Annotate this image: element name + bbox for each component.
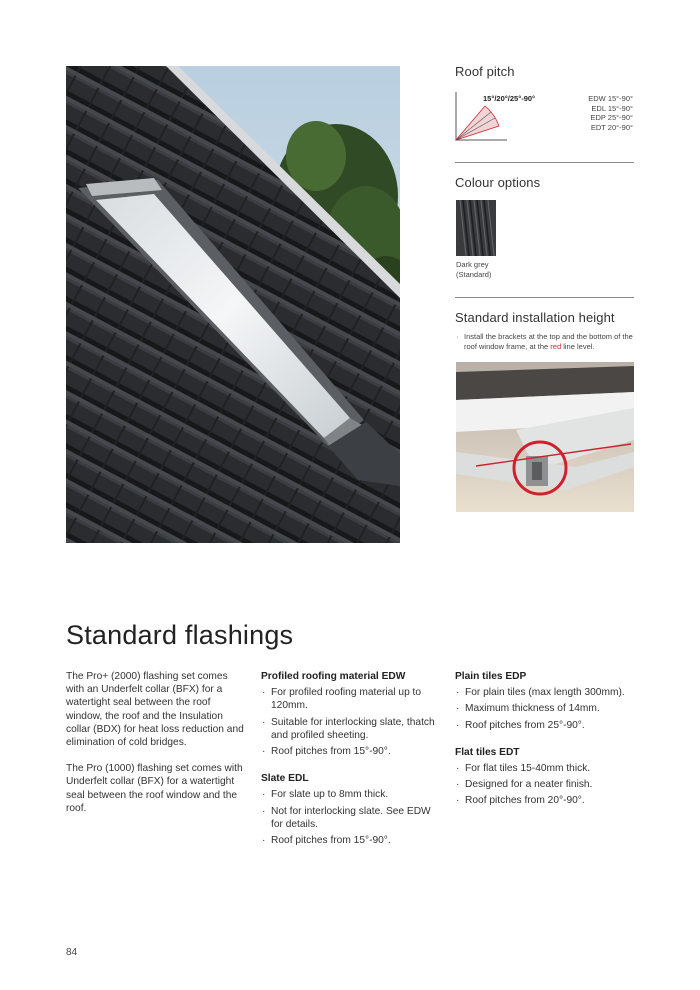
swatch-label	[456, 260, 536, 279]
roof-pitch-diagram	[455, 90, 635, 142]
instruction-text: Install the brackets at the top and the bottom of the roof window frame, at the	[464, 332, 633, 351]
intro-paragraph: The Pro (1000) flashing set comes with Underfelt collar (BFX) for a watertight seal between the roof window and the roof.	[66, 763, 243, 814]
roof-pitch-title: Roof pitch	[455, 64, 515, 79]
section-title-edt: Flat tiles EDT	[455, 746, 520, 758]
colour-swatch-dark-grey	[456, 200, 496, 256]
divider	[455, 162, 634, 163]
list-item: · Roof pitches from 15°-90°.	[261, 834, 436, 847]
list-item: · Designed for a neater finish.	[455, 778, 635, 791]
list-item: · Not for interlocking slate. See EDW for details.	[261, 805, 436, 831]
edw-list	[261, 686, 436, 758]
roof-window-illustration	[66, 66, 400, 543]
list-item: · For flat tiles 15-40mm thick.	[455, 762, 635, 775]
page-title: Standard flashings	[66, 620, 294, 650]
pitch-list-item: EDW 15°-90°	[588, 94, 633, 103]
flashing-column-2	[261, 670, 436, 861]
list-item: · Roof pitches from 20°-90°.	[455, 794, 635, 807]
colour-options-title: Colour options	[455, 175, 541, 190]
hero-roof-photo	[66, 66, 400, 543]
list-item: · Suitable for interlocking slate, thatch and profiled sheeting.	[261, 716, 436, 742]
page-number: 84	[66, 947, 78, 958]
list-item: · For profiled roofing material up to 120mm.	[261, 686, 436, 712]
pitch-list	[588, 94, 633, 132]
installation-photo	[456, 362, 634, 512]
section-title-edl: Slate EDL	[261, 773, 309, 785]
swatch-label-note: (Standard)	[456, 269, 492, 279]
pitch-angles-label: 15°/20°/25°-90°	[483, 94, 536, 103]
intro-column	[66, 670, 244, 828]
edp-list	[455, 686, 635, 732]
list-item: · Maximum thickness of 14mm.	[455, 702, 635, 715]
list-item: · Roof pitches from 15°-90°.	[261, 745, 436, 758]
installation-height-title: Standard installation height	[455, 310, 615, 325]
divider	[455, 297, 634, 298]
list-item: · Roof pitches from 25°-90°.	[455, 719, 635, 732]
edt-list	[455, 762, 635, 808]
tile-swatch-image	[456, 200, 496, 256]
bracket-detail-image	[456, 362, 634, 512]
pitch-list-item: EDT 20°-90°	[590, 122, 633, 132]
pitch-list-item: EDL 15°-90°	[591, 103, 633, 113]
instruction-red-word: red	[550, 342, 562, 351]
list-item: · For plain tiles (max length 300mm).	[455, 686, 635, 699]
edl-list	[261, 788, 436, 847]
swatch-label-name: Dark grey	[456, 260, 489, 269]
installation-instruction: · Install the brackets at the top and the bottom of the roof window frame, at the red line level.	[456, 332, 633, 351]
pitch-list-item: EDP 25°-90°	[590, 113, 633, 122]
section-title-edw: Profiled roofing material EDW	[261, 671, 406, 682]
list-item: · For slate up to 8mm thick.	[261, 788, 436, 801]
section-title-edp: Plain tiles EDP	[455, 671, 527, 682]
intro-paragraph: The Pro+ (2000) flashing set comes with an Underfelt collar (BFX) for a watertight seal between the roof window, the roof and the Insulation collar (BDX) for heat loss reduction and elimination of cold bridges.	[66, 671, 244, 749]
instruction-text-end: line level.	[561, 342, 595, 351]
flashing-column-3	[455, 670, 635, 822]
